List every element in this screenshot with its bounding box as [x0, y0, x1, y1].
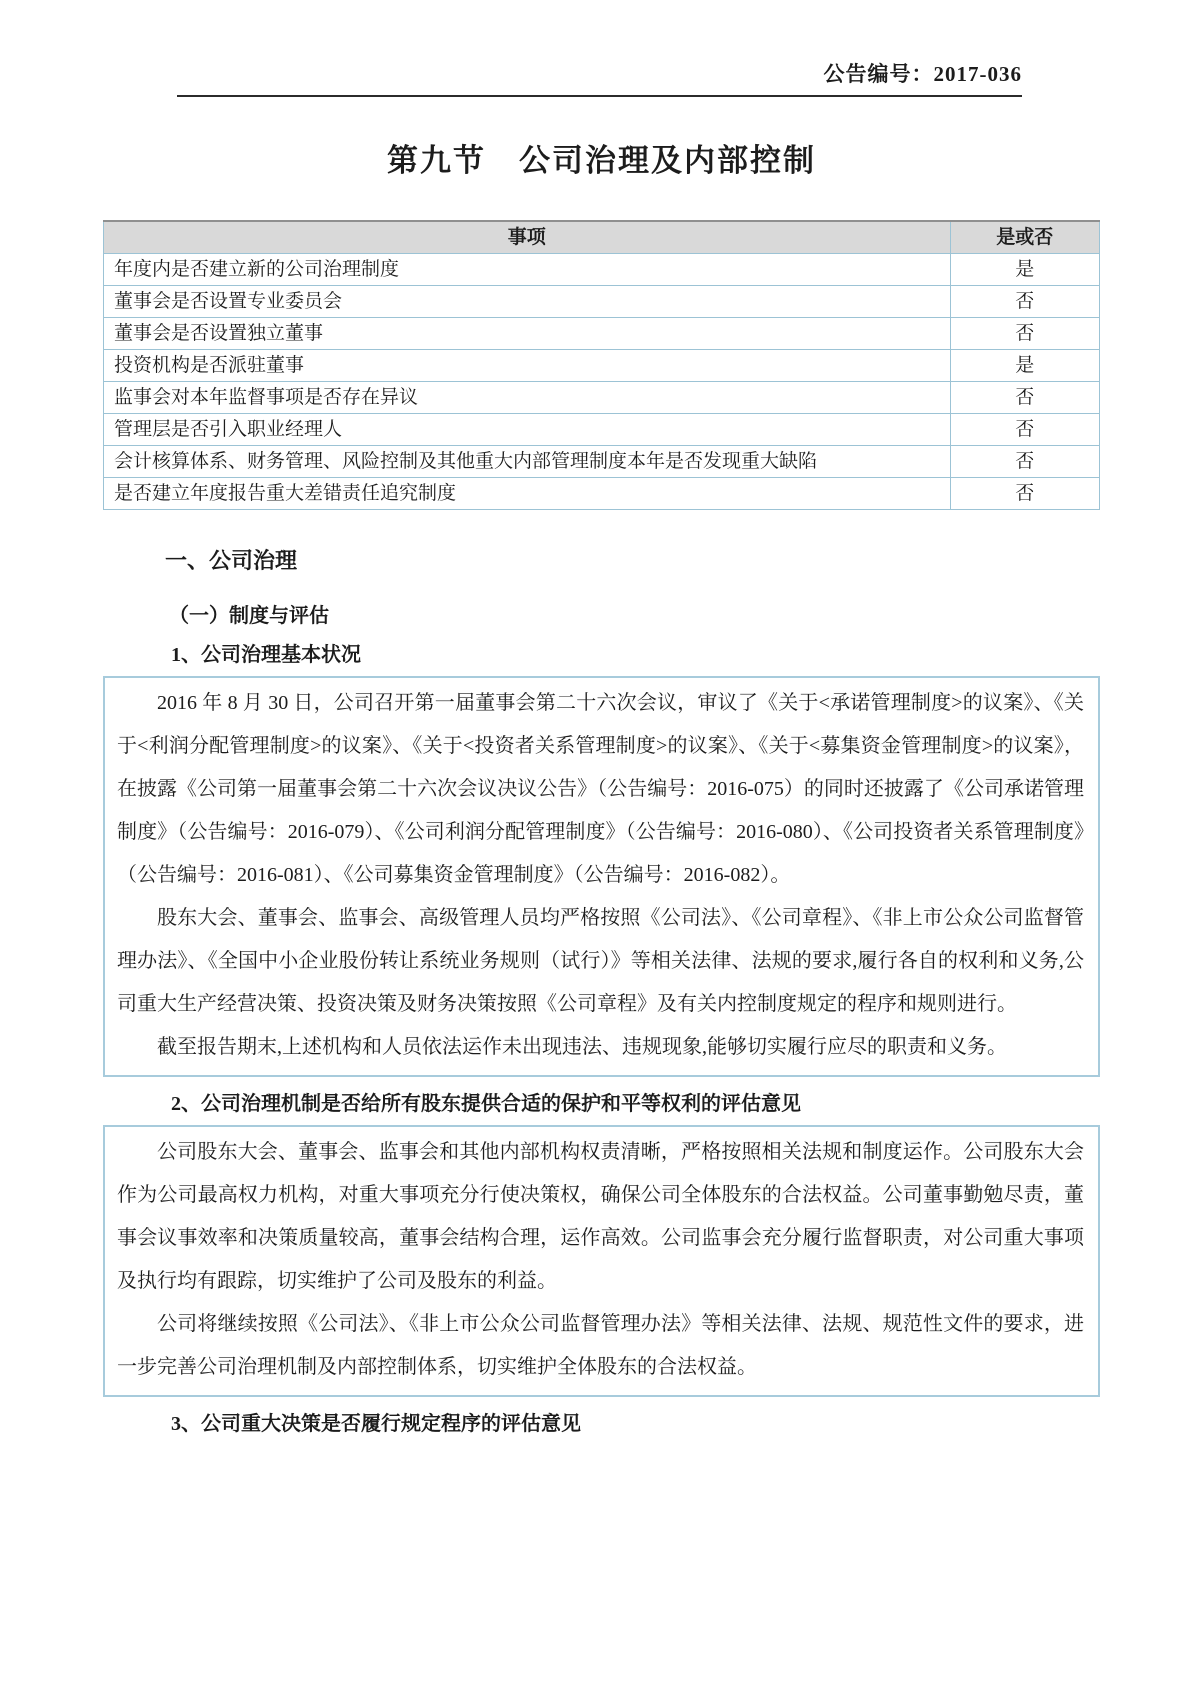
answer-cell: 否: [950, 286, 1099, 318]
answer-cell: 否: [950, 382, 1099, 414]
table-header-row: [104, 221, 1100, 254]
paragraph-continuous-improvement: 公司将继续按照《公司法》、《非上市公众公司监督管理办法》等相关法律、法规、规范性文件的要求，进一步完善公司治理机制及内部控制体系，切实维护全体股东的合法权益。: [117, 1313, 1084, 1378]
subsection-heading-major-decision: 3、公司重大决策是否履行规定程序的评估意见: [171, 1413, 581, 1435]
column-header-answer: 是或否: [950, 221, 1099, 254]
item-cell: 会计核算体系、财务管理、风险控制及其他重大内部管理制度本年是否发现重大缺陷: [104, 446, 951, 478]
announcement-number: 公告编号：2017-036: [823, 62, 1022, 86]
answer-cell: 是: [950, 350, 1099, 382]
subsection-heading-system-eval: （一）制度与评估: [169, 605, 329, 627]
item-cell: 监事会对本年监督事项是否存在异议: [104, 382, 951, 414]
answer-cell: 是: [950, 254, 1099, 286]
section-heading-governance: 一、公司治理: [165, 548, 298, 573]
table-row: [104, 478, 1100, 510]
paragraph-bodies-compliance: 股东大会、董事会、监事会、高级管理人员均严格按照《公司法》、《公司章程》、《非上市公众公司监督管理办法》、《全国中小企业股份转让系统业务规则（试行）》等相关法律、法规的要求,履行各自的权利和义务,公司重大生产经营决策、投资决策及财务决策按照《公司章程》及有关内控制度规定的程序和规则进行。: [117, 907, 1084, 1015]
column-header-item: 事项: [104, 221, 951, 254]
header-divider: [177, 95, 1022, 97]
item-cell: 年度内是否建立新的公司治理制度: [104, 254, 951, 286]
paragraph-rights-protection: 公司股东大会、董事会、监事会和其他内部机构权责清晰，严格按照相关法规和制度运作。公司股东大会作为公司最高权力机构，对重大事项充分行使决策权，确保公司全体股东的合法权益。公司董事勤勉尽责，董事会议事效率和决策质量较高，董事会结构合理，运作高效。公司监事会充分履行监督职责，对公司重大事项及执行均有跟踪，切实维护了公司及股东的利益。: [117, 1141, 1084, 1292]
governance-checklist-table: [103, 220, 1100, 510]
item-cell: 是否建立年度报告重大差错责任追究制度: [104, 478, 951, 510]
table-row: [104, 382, 1100, 414]
governance-status-box: [103, 676, 1100, 1077]
paragraph-meeting-disclosure: 2016 年 8 月 30 日，公司召开第一届董事会第二十六次会议，审议了《关于<承诺管理制度>的议案》、《关于<利润分配管理制度>的议案》、《关于<投资者关系管理制度>的议案》、《关于<募集资金管理制度>的议案》，在披露《公司第一届董事会第二十六次会议决议公告》（公告编号：2016-075）的同时还披露了《公司承诺管理制度》（公告编号：2016-079）、《公司利润分配管理制度》（公告编号：2016-080）、《公司投资者关系管理制度》（公告编号：2016-081）、《公司募集资金管理制度》（公告编号：2016-082）。: [117, 692, 1084, 886]
paragraph-period-end-summary: 截至报告期末,上述机构和人员依法运作未出现违法、违规现象,能够切实履行应尽的职责和义务。: [157, 1036, 1007, 1058]
answer-cell: 否: [950, 478, 1099, 510]
item-cell: 董事会是否设置独立董事: [104, 318, 951, 350]
page-title: 第九节 公司治理及内部控制: [387, 143, 816, 178]
item-cell: 管理层是否引入职业经理人: [104, 414, 951, 446]
subsection-heading-equal-rights: 2、公司治理机制是否给所有股东提供合适的保护和平等权利的评估意见: [171, 1093, 801, 1115]
subsection-heading-basic-status: 1、公司治理基本状况: [171, 644, 361, 666]
answer-cell: 否: [950, 414, 1099, 446]
table-row: [104, 254, 1100, 286]
equal-rights-eval-box: [103, 1125, 1100, 1397]
table-row: [104, 350, 1100, 382]
table-row: [104, 446, 1100, 478]
item-cell: 董事会是否设置专业委员会: [104, 286, 951, 318]
answer-cell: 否: [950, 446, 1099, 478]
item-cell: 投资机构是否派驻董事: [104, 350, 951, 382]
table-row: [104, 286, 1100, 318]
table-row: [104, 318, 1100, 350]
table-row: [104, 414, 1100, 446]
answer-cell: 否: [950, 318, 1099, 350]
